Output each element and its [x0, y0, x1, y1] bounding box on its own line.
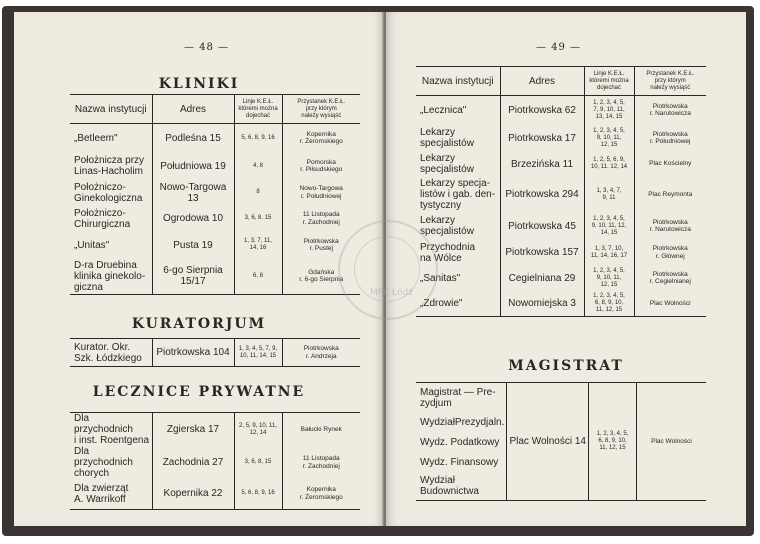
magistrat-heading: MAGISTRAT	[508, 358, 624, 374]
tram-lines	[584, 213, 634, 240]
text-line: Piotrkowska	[303, 345, 339, 352]
text-line: 11 Listopada	[302, 211, 340, 218]
text-line: Budownictwa	[420, 486, 479, 498]
text-line: Piotrkowska	[652, 245, 688, 252]
kuratorjum-table	[70, 338, 360, 367]
tram-stop	[282, 339, 360, 367]
text-line: klinika ginekolo-	[74, 270, 146, 282]
text-line: 12, 15	[600, 281, 618, 288]
text-line: 8	[256, 189, 260, 195]
text-line: 1, 2, 3, 4, 5,	[596, 431, 629, 437]
tram-stop	[282, 206, 360, 232]
kuratorjum-heading: KURATORJUM	[131, 316, 267, 332]
table-row	[70, 206, 360, 232]
text-line: Kopernika	[306, 486, 336, 494]
text-line: Dla przychodnich	[74, 413, 133, 435]
text-line: 9, 11	[602, 194, 616, 201]
tram-stop	[634, 213, 706, 240]
tram-lines	[584, 96, 634, 125]
institution-name	[70, 413, 152, 447]
text-line: 12, 15	[600, 141, 618, 148]
text-line: 1, 2, 3, 4, 5,	[593, 215, 625, 222]
tram-stop	[634, 96, 706, 125]
text-line: r. Zachodniej	[302, 218, 340, 226]
tram-lines	[234, 446, 282, 479]
institution-address: Podleśna 15	[152, 124, 234, 153]
text-line: 11, 14, 16, 17	[590, 252, 628, 259]
table-row	[70, 339, 360, 367]
text-line: r. Głównej	[655, 252, 685, 260]
text-line: 1, 2, 5, 6, 9,	[593, 157, 625, 163]
text-line: Kopernika	[306, 130, 336, 138]
tram-stop	[634, 266, 706, 291]
department-name	[416, 413, 507, 433]
text-line: r. Pustej	[309, 245, 333, 252]
tram-lines	[234, 339, 282, 367]
lecznice-continued-table	[416, 66, 706, 317]
header-stop	[282, 95, 360, 124]
lecznice-body	[70, 413, 360, 510]
text-line: Wydział	[420, 475, 455, 487]
text-line: 11 Listopada	[302, 455, 340, 462]
tram-lines	[234, 153, 282, 180]
text-line: 1, 3, 7, 11,	[244, 238, 272, 244]
institution-name	[70, 259, 152, 295]
text-line: „Lecznica"	[420, 104, 467, 116]
text-line: Szk. Łódzkiego	[74, 352, 142, 364]
header-lines	[234, 95, 282, 124]
tram-lines	[589, 383, 637, 501]
tram-stop	[282, 180, 360, 206]
institution-address: Południowa 19	[152, 153, 234, 180]
watermark-stamp	[338, 220, 438, 320]
text-line: „Betleem"	[74, 132, 118, 144]
department-name	[416, 433, 507, 453]
text-line: przy którym	[654, 77, 686, 84]
text-line: 2, 5, 9, 10, 11,	[239, 422, 277, 429]
institution-name	[70, 180, 152, 206]
institution-name	[70, 479, 152, 509]
text-line: specjalistów	[420, 164, 474, 175]
text-line: Plac Wolności	[649, 299, 691, 307]
institution-name	[70, 206, 152, 232]
institution-name	[416, 96, 500, 125]
tram-lines	[584, 152, 634, 177]
tram-lines	[234, 232, 282, 259]
table-row	[70, 153, 360, 180]
text-line: dojechać	[245, 112, 271, 119]
table-row	[70, 124, 360, 153]
text-line: r. Cegielnianej	[649, 278, 691, 285]
institution-name	[70, 153, 152, 180]
text-line: któremi można	[589, 77, 629, 84]
table-row	[416, 177, 706, 213]
text-line: „Sanitas"	[420, 272, 461, 284]
header-lines	[584, 67, 634, 96]
institution-address: Cegielniana 29	[500, 266, 584, 291]
table-row	[70, 180, 360, 206]
text-line: 11, 12, 15	[599, 445, 626, 451]
table-row	[70, 259, 360, 295]
right-header-row	[416, 67, 706, 96]
text-line: 3, 6, 8, 15	[244, 459, 272, 465]
text-line: 10, 11, 14, 15	[239, 352, 277, 359]
institution-name	[70, 232, 152, 259]
text-line: Piotrkowska	[652, 218, 688, 226]
tram-stop	[634, 152, 706, 177]
text-line: D-ra Druebina	[74, 259, 137, 271]
text-line: Lekarzy	[420, 215, 456, 226]
text-line: A. Warrikoff	[74, 493, 126, 505]
text-line: 1, 3, 7, 10,	[594, 245, 624, 252]
tram-lines	[584, 266, 634, 291]
text-line: Lekarzy	[420, 127, 456, 138]
text-line: listów i gab. den-	[420, 189, 496, 200]
text-line: Kurator. Okr.	[74, 341, 131, 353]
text-line: przy którym	[305, 105, 337, 112]
institution-address: Piotrkowska 104	[152, 339, 234, 367]
tram-stop	[634, 240, 706, 266]
right-body	[416, 96, 706, 317]
text-line: Dla przychodnich	[74, 446, 133, 468]
text-line: Położniczo-	[74, 207, 126, 219]
institution-address: Piotrkowska 45	[500, 213, 584, 240]
table-row	[416, 383, 706, 413]
lecznice-heading: LECZNICE PRYWATNE	[92, 384, 306, 400]
table-row	[70, 232, 360, 259]
institution-address: 6-go Sierpnia 15/17	[152, 259, 234, 295]
institution-address: Piotrkowska 17	[500, 125, 584, 152]
text-line: WydziałPrezydjaln.	[420, 417, 505, 428]
header-stop	[634, 67, 706, 96]
text-line: 1, 2, 3, 4, 5,	[593, 292, 625, 299]
text-line: 7, 9, 10, 11,	[593, 106, 625, 113]
text-line: i inst. Roentgena	[74, 435, 150, 446]
table-row	[70, 413, 360, 447]
text-line: Chirurgiczna	[74, 218, 131, 230]
institution-name	[416, 213, 500, 240]
text-line: Przychodnia	[420, 241, 476, 253]
text-line: Piotrkowska	[652, 102, 688, 110]
tram-lines	[234, 259, 282, 295]
institution-address: Plac Wolności 14	[507, 383, 589, 501]
tram-stop	[282, 413, 360, 447]
text-line: 13, 14, 15	[595, 113, 623, 120]
text-line: 1, 2, 3, 4, 5,	[593, 267, 625, 274]
text-line: 6, 8, 9, 10,	[594, 299, 624, 306]
text-line: Magistrat — Pre-	[420, 386, 496, 398]
text-line: chorych	[74, 468, 110, 479]
text-line: należy wysiąść	[650, 84, 691, 91]
text-line: 6, 8, 9, 10,	[598, 438, 627, 444]
kliniki-header-row	[70, 95, 360, 124]
institution-address: Ogrodowa 10	[152, 206, 234, 232]
text-line: 11, 12, 15	[595, 306, 623, 313]
table-row	[416, 291, 706, 317]
institution-address: Pusta 19	[152, 232, 234, 259]
text-line: Plac Kościelny	[649, 160, 692, 168]
text-line: Linas-Hacholim	[74, 166, 143, 177]
header-name: Nazwa instytucji	[70, 95, 152, 124]
text-line: 10, 11, 12, 14	[590, 164, 628, 170]
text-line: r. Andrzeja	[305, 352, 337, 360]
tram-lines	[234, 479, 282, 509]
text-line: 9, 10, 11,	[596, 274, 622, 281]
department-name	[416, 453, 507, 473]
magistrat-body	[416, 383, 706, 501]
table-row	[416, 96, 706, 125]
text-line: Piotrkowska	[652, 130, 688, 138]
text-line: Plac Wolności	[651, 437, 692, 445]
text-line: 1, 3, 4, 7,	[596, 187, 622, 194]
text-line: 1, 2, 3, 4, 5,	[593, 127, 625, 134]
kuratorjum-body	[70, 339, 360, 367]
text-line: r. Piłsudskiego	[300, 166, 343, 173]
page-number-right: — 49 —	[536, 42, 582, 53]
tram-stop	[282, 446, 360, 479]
header-address: Adres	[152, 95, 234, 124]
text-line: 1, 3, 4, 5, 7, 9,	[238, 345, 278, 352]
institution-address: Nowo-Targowa 13	[152, 180, 234, 206]
text-line: 6, 8	[252, 272, 263, 279]
institution-address: Brzezińska 11	[500, 152, 584, 177]
text-line: któremi można	[238, 105, 278, 112]
tram-stop	[282, 124, 360, 153]
institution-name	[416, 177, 500, 213]
text-line: r. Południowej	[650, 138, 691, 145]
kliniki-table	[70, 94, 360, 295]
institution-address: Zachodnia 27	[152, 446, 234, 479]
table-row	[416, 240, 706, 266]
text-line: na Wólce	[420, 252, 462, 264]
kliniki-body	[70, 124, 360, 295]
text-line: dojechać	[596, 84, 622, 91]
institution-address: Zgierska 17	[152, 413, 234, 447]
tram-lines	[584, 240, 634, 266]
lecznice-table	[70, 412, 360, 510]
table-row	[70, 446, 360, 479]
magistrat-table	[416, 382, 706, 501]
institution-name	[416, 125, 500, 152]
text-line: Dla zwierząt	[74, 482, 129, 494]
text-line: specjalistów	[420, 138, 474, 149]
text-line: Wydz. Finansowy	[420, 457, 499, 468]
institution-address: Piotrkowska 157	[500, 240, 584, 266]
text-line: 5, 6, 8, 9, 16	[241, 134, 275, 141]
text-line: r. Południowej	[301, 192, 342, 200]
text-line: Ginekologiczna	[74, 192, 143, 204]
tram-stop	[282, 479, 360, 509]
tram-stop	[634, 177, 706, 213]
text-line: Plac Reymonta	[648, 190, 693, 198]
text-line: tystyczny	[420, 200, 462, 211]
institution-name	[70, 124, 152, 153]
text-line: 9, 10, 11, 12,	[591, 222, 627, 229]
table-row	[416, 213, 706, 240]
text-line: należy wysiąść	[301, 112, 342, 119]
text-line: Położnicza przy	[74, 155, 145, 166]
text-line: 4, 8	[252, 162, 263, 169]
text-line: 12, 14	[249, 429, 267, 436]
text-line: Pomorska	[306, 158, 336, 166]
text-line: Przystanek K.E.Ł.	[297, 98, 346, 105]
left-page	[14, 12, 384, 526]
text-line: Bałucki Rynek	[300, 425, 342, 433]
header-address: Adres	[500, 67, 584, 96]
right-page	[386, 12, 746, 526]
text-line: giczna	[74, 281, 103, 293]
text-line: 3, 6, 8. 15	[244, 215, 272, 221]
text-line: zydjum	[420, 397, 452, 409]
text-line: Lekarzy	[420, 153, 456, 164]
text-line: 14, 16	[249, 245, 267, 251]
institution-address: Nowomiejska 3	[500, 291, 584, 317]
tram-lines	[234, 124, 282, 153]
text-line: Linje K.E.Ł.	[593, 70, 625, 77]
text-line: r. Narutowicza	[649, 110, 691, 118]
tram-lines	[234, 206, 282, 232]
tram-lines	[584, 291, 634, 317]
watermark-text: MPK Łódź	[370, 288, 413, 298]
text-line: specjalistów	[420, 226, 474, 237]
page-number-left: — 48 —	[184, 42, 230, 53]
tram-stop	[636, 383, 706, 501]
tram-lines	[234, 180, 282, 206]
text-line: 5, 6, 8, 9, 16	[241, 490, 275, 497]
kliniki-heading: KLINIKI	[158, 76, 240, 92]
text-line: Lekarzy specja-	[420, 178, 491, 189]
text-line: Gdańska	[308, 268, 335, 276]
text-line: 1, 2, 3, 4, 5,	[593, 99, 625, 106]
institution-address: Piotrkowska 62	[500, 96, 584, 125]
department-name	[416, 383, 507, 413]
text-line: „Unitas"	[74, 239, 110, 251]
institution-name	[416, 152, 500, 177]
tram-lines	[584, 125, 634, 152]
tram-lines	[234, 413, 282, 447]
tram-lines	[584, 177, 634, 213]
text-line: 14, 15	[600, 229, 618, 236]
text-line: Nowo-Targowa	[299, 185, 343, 192]
text-line: Wydz. Podatkowy	[420, 437, 500, 448]
table-row	[416, 266, 706, 291]
institution-name	[70, 339, 152, 367]
table-row	[416, 125, 706, 152]
text-line: 9, 10, 11,	[596, 134, 622, 141]
text-line: r. Narutowicza	[649, 226, 691, 233]
institution-name	[70, 446, 152, 479]
institution-address: Kopernika 22	[152, 479, 234, 509]
text-line: Położniczo-	[74, 181, 126, 193]
table-row	[70, 479, 360, 509]
table-row	[416, 152, 706, 177]
text-line: r. 6-go Sierpnia	[299, 276, 344, 284]
text-line: r. Żeromskiego	[299, 138, 343, 146]
department-name	[416, 473, 507, 501]
text-line: „Zdrowie"	[420, 297, 463, 309]
text-line: Przystanek K.E.Ł.	[646, 70, 695, 77]
institution-address: Piotrkowska 294	[500, 177, 584, 213]
text-line: Piotrkowska	[652, 270, 688, 278]
header-name: Nazwa instytucji	[416, 67, 500, 96]
tram-stop	[634, 125, 706, 152]
text-line: r. Zachodniej	[302, 462, 340, 470]
text-line: Linje K.E.Ł.	[242, 98, 274, 105]
text-line: Piotrkowska	[303, 237, 339, 245]
tram-stop	[282, 153, 360, 180]
tram-stop	[634, 291, 706, 317]
text-line: r. Żeromskiego	[299, 493, 343, 501]
